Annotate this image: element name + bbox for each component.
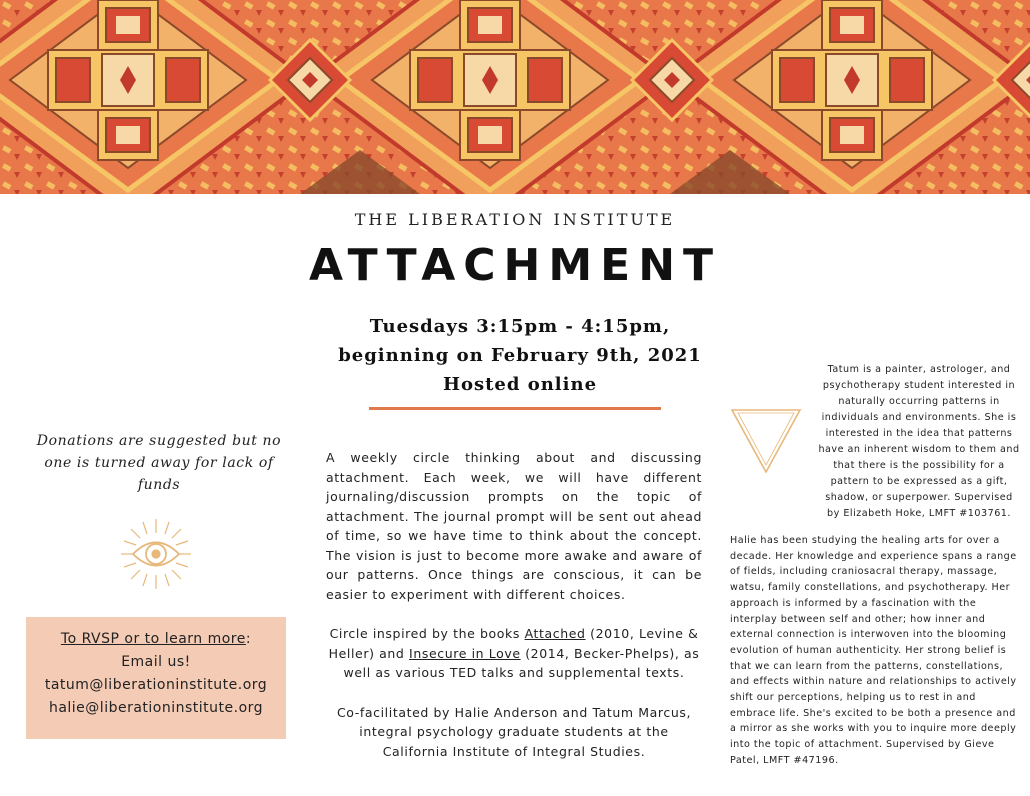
main-description [326,448,702,781]
eye-icon [119,517,193,595]
donations-note: Donations are suggested but no one is turned away for lack of funds [36,433,282,493]
rsvp-heading-text: To RVSP or to learn more [60,631,246,647]
tribal-pattern-graphic [0,0,1030,194]
description-paragraph: A weekly circle thinking about and discussing attachment. Each week, we will have different journaling/discussion prompts on the topic of attachment. The journal prompt will be sent out ahead of time, so we have time to think about the concept. The vision is just to become more awake and aware of our patterns. Once things are conscious, it can be easier to experiment with different choices. [326,450,702,602]
organization-name: THE LIBERATION INSTITUTE [354,210,676,229]
book-title-attached: Attached [524,626,586,641]
page-title: ATTACHMENT [308,240,722,291]
divider [369,407,661,410]
rsvp-email-prompt: Email us! [121,654,191,670]
facilitators-paragraph: Co-facilitated by Halie Anderson and Tatum Marcus, integral psychology graduate students at the California Institute of Integral Studies. [336,704,692,759]
email-link-tatum[interactable]: tatum@liberationinstitute.org [44,677,268,693]
schedule-start-date: beginning on February 9th, 2021 [338,345,702,366]
bio-halie: Halie has been studying the healing arts for over a decade. Her knowledge and experience spans a range of fields, including craniosacral therapy, massage, watsu, family constellations, and psychotherapy. Her approach is informed by a fascination with the interplay between self and other; how inner and external connection is interwoven into the blooming evolution of human authenticity. Her strong belief is that we can learn from the patterns, constellations, and effects within nature and relationships to actively shift our perceptions, helping us to rest in and embrace life. She's excited to be both a presence and a mirror as she works with you to inquire more deeply into the topic of attachment. Supervised by Gieve Patel, LMFT #47196. [730,535,1017,766]
schedule-location: Hosted online [442,374,598,395]
book-title-insecure-in-love: Insecure in Love [409,645,521,661]
decorative-banner [0,0,1030,194]
bio-tatum: Tatum is a painter, astrologer, and psychotherapy student interested in naturally occurring patterns in individuals and environments. She is interested in the idea that patterns have an inherent wisdom to them and that there is the possibility for a pattern to be expressed as a gift, shadow, or superpower. Supervised by Elizabeth Hoke, LMFT #103761. [818,364,1020,519]
rsvp-box [26,617,286,739]
email-link-halie[interactable]: halie@liberationinstitute.org [48,700,264,716]
rsvp-heading: To RVSP or to learn more: [60,631,252,647]
schedule-day-time: Tuesdays 3:15pm - 4:15pm, [369,316,671,337]
triangle-icon [729,406,803,480]
inspiration-paragraph: Circle inspired by the books Attached (2010, Levine & Heller) and Insecure in Love (2014, Becker-Phelps), as well as various TED talks and supplemental texts. [328,626,700,680]
